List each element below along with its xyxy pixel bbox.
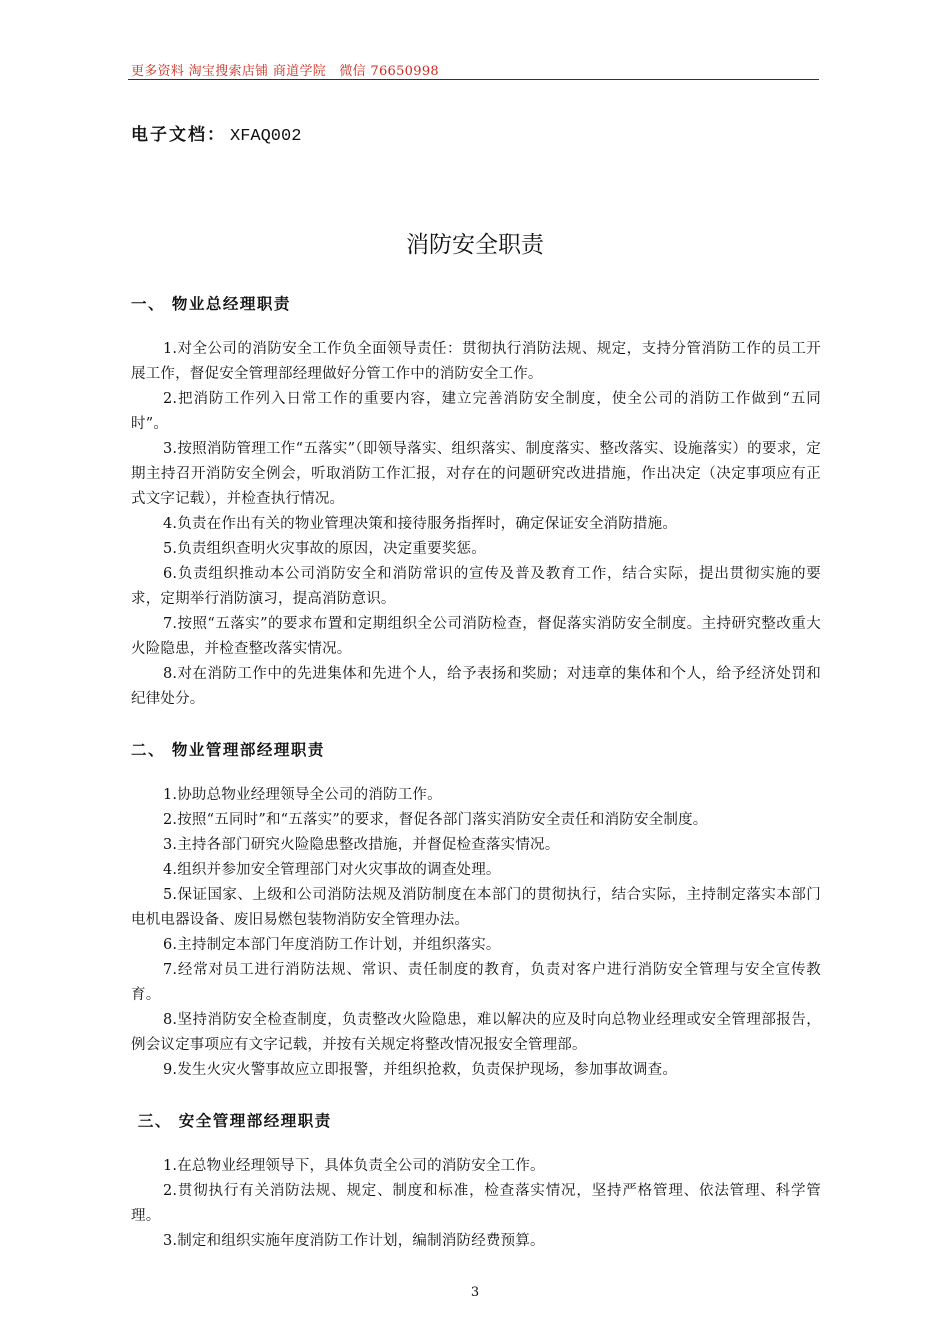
paragraph: 6.主持制定本部门年度消防工作计划，并组织落实。 [163, 937, 501, 953]
paragraph: 1.对全公司的消防安全工作负全面领导责任：贯彻执行消防法规、规定，支持分管消防工作的员工开展工作，督促安全管理部经理做好分管工作中的消防安全工作。 [131, 341, 821, 382]
paragraph: 1.协助总物业经理领导全公司的消防工作。 [163, 787, 442, 803]
paragraph: 2.把消防工作列入日常工作的重要内容，建立完善消防安全制度，使全公司的消防工作做到“五同时”。 [131, 391, 821, 432]
paragraph: 7.经常对员工进行消防法规、常识、责任制度的教育，负责对客户进行消防安全管理与安全宣传教育。 [131, 962, 821, 1003]
paragraph: 8.对在消防工作中的先进集体和先进个人，给予表扬和奖励；对违章的集体和个人，给予经济处罚和纪律处分。 [131, 666, 821, 707]
paragraph: 9.发生火灾火警事故应立即报警，并组织抢救，负责保护现场，参加事故调查。 [163, 1062, 678, 1078]
section-body-security-manager [131, 1154, 821, 1254]
doc-code-label: 电子文档： [131, 125, 226, 145]
section-body-general-manager [131, 337, 821, 712]
paragraph: 3.主持各部门研究火险隐患整改措施，并督促检查落实情况。 [163, 837, 560, 853]
paragraph: 4.负责在作出有关的物业管理决策和接待服务指挥时，确定保证安全消防措施。 [163, 516, 678, 532]
section-heading-security-manager: 三、 安全管理部经理职责 [131, 1112, 332, 1130]
paragraph: 5.保证国家、上级和公司消防法规及消防制度在本部门的贯彻执行，结合实际，主持制定落实本部门电机电器设备、废旧易燃包装物消防安全管理办法。 [131, 887, 821, 928]
page-number: 3 [470, 1285, 480, 1300]
section-heading-property-manager: 二、 物业管理部经理职责 [131, 741, 325, 759]
paragraph: 1.在总物业经理领导下，具体负责全公司的消防安全工作。 [163, 1158, 545, 1174]
paragraph: 3.按照消防管理工作“五落实”（即领导落实、组织落实、制度落实、整改落实、设施落实）的要求，定期主持召开消防安全例会，听取消防工作汇报，对存在的问题研究改进措施，作出决定（决定事项应有正式文字记载），并检查执行情况。 [131, 441, 821, 507]
doc-code-value: XFAQ002 [230, 127, 302, 146]
paragraph: 7.按照“五落实”的要求布置和定期组织全公司消防检查，督促落实消防安全制度。主持研究整改重大火险隐患，并检查整改落实情况。 [131, 616, 821, 657]
doc-code [131, 120, 301, 146]
paragraph: 4.组织并参加安全管理部门对火灾事故的调查处理。 [163, 862, 501, 878]
page-title: 消防安全职责 [406, 232, 544, 258]
paragraph: 5.负责组织查明火灾事故的原因，决定重要奖惩。 [163, 541, 486, 557]
paragraph: 2.按照“五同时”和“五落实”的要求，督促各部门落实消防安全责任和消防安全制度。 [163, 812, 708, 828]
header-banner: 更多资料 淘宝搜索店铺 商道学院 微信 76650998 [131, 64, 439, 79]
paragraph: 6.负责组织推动本公司消防安全和消防常识的宣传及普及教育工作，结合实际，提出贯彻实施的要求，定期举行消防演习，提高消防意识。 [131, 566, 821, 607]
header-divider [128, 79, 819, 80]
paragraph: 3.制定和组织实施年度消防工作计划，编制消防经费预算。 [163, 1233, 545, 1249]
section-heading-general-manager: 一、 物业总经理职责 [131, 295, 291, 313]
paragraph: 2.贯彻执行有关消防法规、规定、制度和标准，检查落实情况，坚持严格管理、依法管理、科学管理。 [131, 1183, 821, 1224]
section-body-property-manager [131, 783, 821, 1083]
paragraph: 8.坚持消防安全检查制度，负责整改火险隐患，难以解决的应及时向总物业经理或安全管理部报告，例会议定事项应有文字记载，并按有关规定将整改情况报安全管理部。 [131, 1012, 821, 1053]
